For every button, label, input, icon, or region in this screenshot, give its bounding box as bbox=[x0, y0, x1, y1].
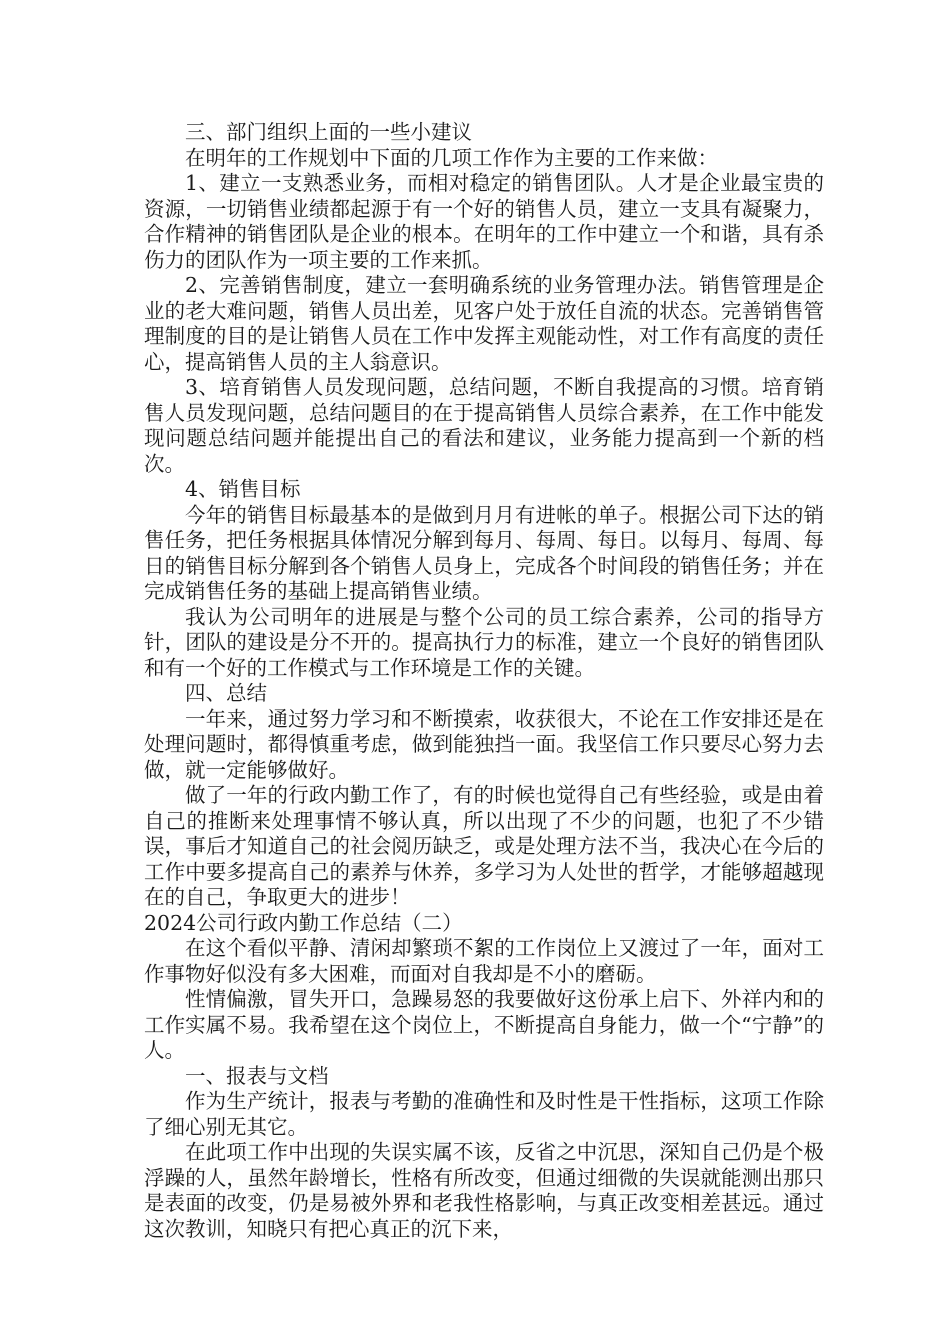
section-heading-reports: 一、报表与文档 bbox=[185, 1063, 329, 1088]
paragraph: 今年的销售目标最基本的是做到月月有进帐的单子。根据公司下达的销售任务，把任务根据具体情况分解到每月、每周、每日。以每月、每周、每日的销售目标分解到各个销售人员身上，完成各个时间段的销售任务；并在完成销售任务的基础上提高销售业绩。 bbox=[144, 502, 824, 603]
subheading-sales-target: 4、销售目标 bbox=[185, 477, 301, 501]
document-title-part-two: 2024公司行政内勤工作总结（二） bbox=[144, 910, 463, 935]
paragraph: 2、完善销售制度，建立一套明确系统的业务管理办法。销售管理是企业的老大难问题，销售人员出差，见客户处于放任自流的状态。完善销售管理制度的目的是让销售人员在工作中发挥主观能动性，对工作有高度的责任心，提高销售人员的主人翁意识。 bbox=[144, 273, 824, 374]
paragraph: 做了一年的行政内勤工作了，有的时候也觉得自己有些经验，或是由着自己的推断来处理事情不够认真，所以出现了不少的问题，也犯了不少错误，事后才知道自己的社会阅历缺乏，或是处理方法不当，我决心在今后的工作中要多提高自己的素养与休养，多学习为人处世的哲学，才能够超越现在的自己，争取更大的进步！ bbox=[144, 783, 824, 909]
document-page bbox=[144, 120, 824, 1242]
paragraph: 性情偏激，冒失开口，急躁易怒的我要做好这份承上启下、外祥内和的工作实属不易。我希望在这个岗位上，不断提高自身能力，做一个“宁静”的人。 bbox=[144, 987, 824, 1062]
paragraph: 作为生产统计，报表与考勤的准确性和及时性是干性指标，这项工作除了细心别无其它。 bbox=[144, 1089, 824, 1139]
paragraph: 一年来，通过努力学习和不断摸索，收获很大，不论在工作安排还是在处理问题时，都得慎重考虑，做到能独挡一面。我坚信工作只要尽心努力去做，就一定能够做好。 bbox=[144, 706, 824, 782]
paragraph: 我认为公司明年的进展是与整个公司的员工综合素养，公司的指导方针，团队的建设是分不开的。提高执行力的标准，建立一个良好的销售团队和有一个好的工作模式与工作环境是工作的关键。 bbox=[144, 604, 824, 680]
paragraph: 在此项工作中出现的失误实属不该，反省之中沉思，深知自己仍是个极浮躁的人，虽然年龄增长，性格有所改变，但通过细微的失误就能测出那只是表面的改变，仍是易被外界和老我性格影响，与真正改变相差甚远。通过这次教训，知晓只有把心真正的沉下来， bbox=[144, 1140, 824, 1241]
paragraph: 1、建立一支熟悉业务，而相对稳定的销售团队。人才是企业最宝贵的资源，一切销售业绩都起源于有一个好的销售人员，建立一支具有凝聚力，合作精神的销售团队是企业的根本。在明年的工作中建立一个和谐，具有杀伤力的团队作为一项主要的工作来抓。 bbox=[144, 171, 824, 272]
paragraph: 在明年的工作规划中下面的几项工作作为主要的工作来做： bbox=[185, 145, 718, 170]
paragraph: 3、培育销售人员发现问题，总结问题，不断自我提高的习惯。培育销售人员发现问题，总结问题目的在于提高销售人员综合素养，在工作中能发现问题总结问题并能提出自己的看法和建议，业务能力提高到一个新的档次。 bbox=[144, 375, 824, 476]
section-heading-suggestions: 三、部门组织上面的一些小建议 bbox=[185, 120, 472, 144]
section-heading-summary: 四、总结 bbox=[185, 681, 267, 705]
paragraph: 在这个看似平静、清闲却繁琐不絮的工作岗位上又渡过了一年，面对工作事物好似没有多大困难，而面对自我却是不小的磨砺。 bbox=[144, 936, 824, 986]
